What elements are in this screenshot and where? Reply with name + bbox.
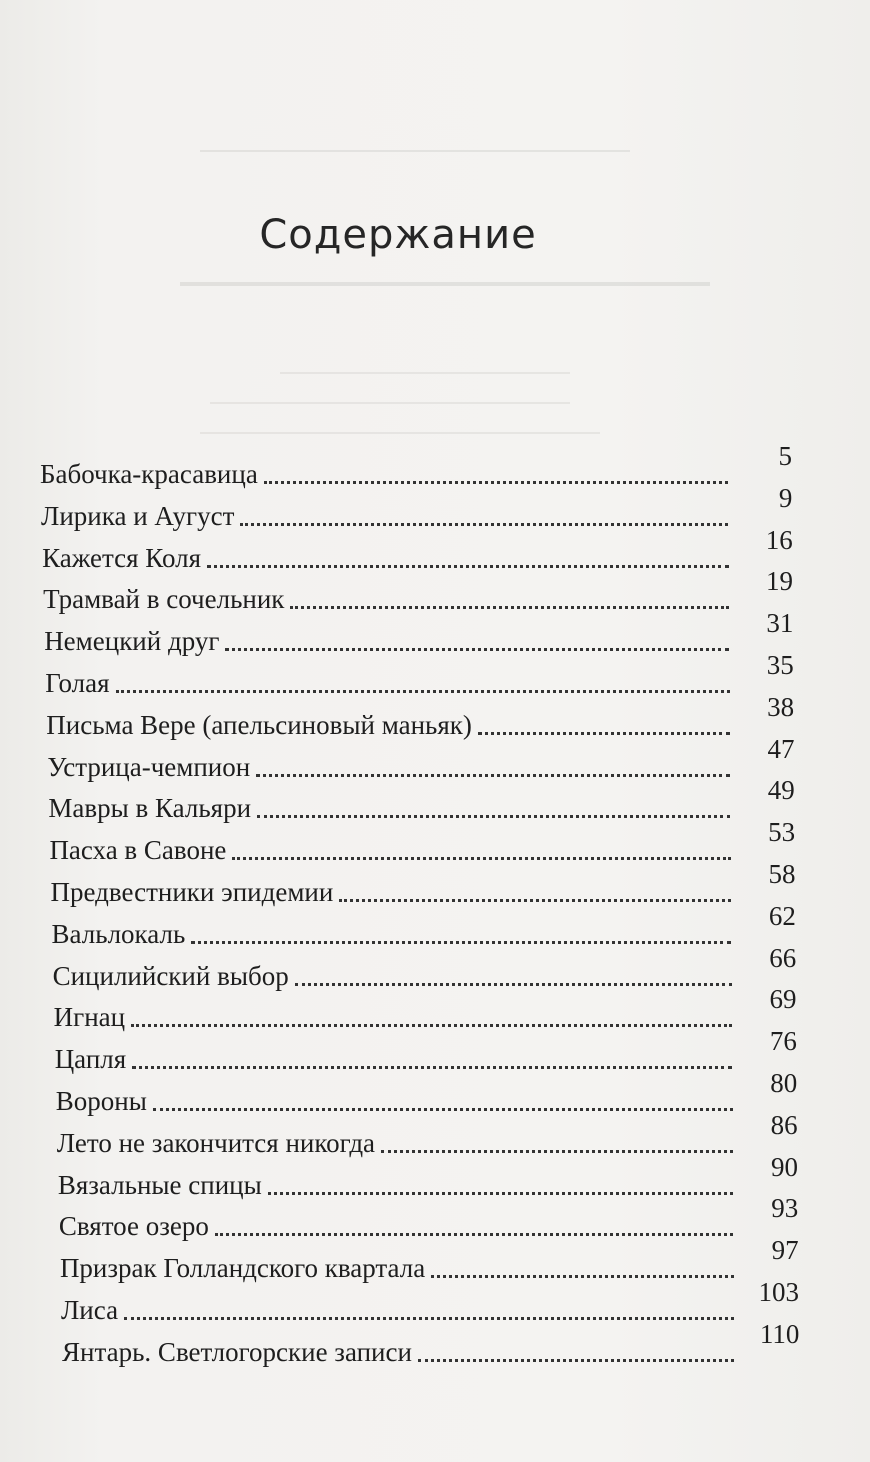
- toc-entry-page-number: 38: [767, 691, 795, 722]
- toc-entry-page-number: 9: [778, 482, 793, 513]
- toc-entry: [40, 450, 728, 488]
- toc-entry-title: Предвестники эпидемии: [50, 877, 334, 907]
- toc-entry: [43, 575, 729, 613]
- toc-entry-page-number: 86: [770, 1109, 798, 1140]
- toc-entry-title: Трамвай в сочельник: [43, 584, 285, 615]
- toc-leader-dots: [124, 1317, 734, 1320]
- toc-leader-dots: [339, 899, 731, 902]
- toc-leader-dots: [131, 1024, 732, 1027]
- toc-entry: [59, 1202, 734, 1240]
- toc-entry-page-number: 66: [769, 942, 797, 973]
- toc-entry-title: Пасха в Савоне: [49, 835, 227, 866]
- toc-entry: [53, 952, 732, 990]
- toc-entry-page-number: 47: [767, 733, 795, 764]
- toc-entry-title: Сицилийский выбор: [52, 960, 289, 991]
- toc-entry-page-number: 31: [766, 608, 794, 639]
- toc-entry: [55, 1035, 733, 1073]
- toc-leader-dots: [381, 1150, 733, 1153]
- toc-entry: [42, 534, 729, 572]
- toc-entry: [54, 993, 732, 1031]
- toc-entry-page-number: 19: [766, 566, 794, 597]
- toc-entry-title: Немецкий друг: [44, 626, 220, 657]
- toc-entry-title: Кажется Коля: [42, 542, 201, 573]
- toc-entry-title: Вязальные спицы: [57, 1169, 262, 1200]
- toc-leader-dots: [268, 1192, 733, 1195]
- toc-entry: [61, 1286, 734, 1324]
- toc-leader-dots: [215, 1233, 734, 1236]
- toc-entry-title: Вальлокаль: [51, 918, 186, 949]
- toc-entry-page-number: 58: [768, 859, 796, 889]
- toc-leader-dots: [153, 1108, 733, 1111]
- toc-leader-dots: [295, 983, 732, 986]
- toc-entry-title: Письма Вере (апельсиновый маньяк): [46, 709, 472, 740]
- toc-leader-dots: [431, 1275, 733, 1278]
- toc-leader-dots: [207, 565, 729, 568]
- toc-entry: [62, 1328, 734, 1366]
- toc-entry: [49, 826, 730, 864]
- toc-entry: [56, 1077, 733, 1115]
- toc-entry-title: Бабочка-красавица: [40, 459, 258, 489]
- toc-entry-title: Янтарь. Светлогорские записи: [62, 1336, 412, 1367]
- toc-entry: [52, 910, 732, 948]
- toc-entry-title: Вороны: [55, 1086, 147, 1116]
- toc-entry-title: Лето не закончится никогда: [56, 1127, 376, 1158]
- toc-leader-dots: [240, 523, 728, 526]
- toc-entry-page-number: 49: [767, 775, 795, 806]
- toc-entry-title: Игнац: [53, 1002, 126, 1033]
- toc-leader-dots: [232, 857, 730, 860]
- toc-entry-page-number: 76: [769, 1026, 797, 1057]
- toc-entry: [47, 743, 730, 781]
- toc-entry-title: Голая: [45, 668, 110, 698]
- toc-leader-dots: [116, 690, 730, 693]
- toc-entry-page-number: 53: [768, 817, 796, 848]
- toc-entry-title: Лиса: [61, 1295, 119, 1325]
- toc-entry-page-number: 62: [768, 900, 796, 931]
- toc-entry-title: Святое озеро: [58, 1211, 209, 1242]
- toc-entry: [51, 868, 732, 906]
- toc-entry-page-number: 80: [770, 1068, 798, 1098]
- toc-entry-page-number: 103: [758, 1277, 799, 1307]
- toc-entry: [48, 784, 730, 822]
- toc-entry: [45, 659, 729, 697]
- toc-entry: [60, 1244, 734, 1282]
- toc-leader-dots: [257, 815, 730, 818]
- toc-leader-dots: [225, 648, 729, 651]
- toc-leader-dots: [191, 941, 731, 944]
- toc-entry: [58, 1161, 733, 1199]
- toc-entry-title: Лирика и Аугуст: [41, 500, 235, 531]
- toc-entry: [46, 701, 730, 739]
- toc-entry-page-number: 110: [759, 1318, 800, 1349]
- toc-leader-dots: [256, 774, 730, 777]
- toc-entry-page-number: 16: [765, 524, 793, 555]
- toc-entry-title: Мавры в Кальяри: [48, 793, 252, 824]
- toc-entry-page-number: 90: [770, 1151, 798, 1182]
- toc-entry-title: Устрица-чемпион: [47, 751, 251, 782]
- page-title: Содержание: [259, 212, 537, 258]
- toc-entry-page-number: 35: [766, 650, 794, 680]
- toc-leader-dots: [264, 481, 728, 484]
- toc-leader-dots: [290, 606, 728, 609]
- toc-leader-dots: [132, 1066, 732, 1069]
- toc-entry-page-number: 93: [771, 1193, 799, 1224]
- toc-entry: [57, 1119, 733, 1157]
- toc-leader-dots: [478, 732, 730, 735]
- toc-leader-dots: [418, 1359, 734, 1362]
- toc-entry-page-number: 5: [778, 441, 792, 471]
- toc-entry: [41, 492, 728, 530]
- toc-entry-title: Цапля: [54, 1044, 127, 1075]
- toc-entry-title: Призрак Голландского квартала: [59, 1253, 426, 1284]
- toc-entry: [44, 617, 729, 655]
- toc-entry-page-number: 69: [769, 984, 797, 1015]
- toc-entry-page-number: 97: [771, 1235, 799, 1266]
